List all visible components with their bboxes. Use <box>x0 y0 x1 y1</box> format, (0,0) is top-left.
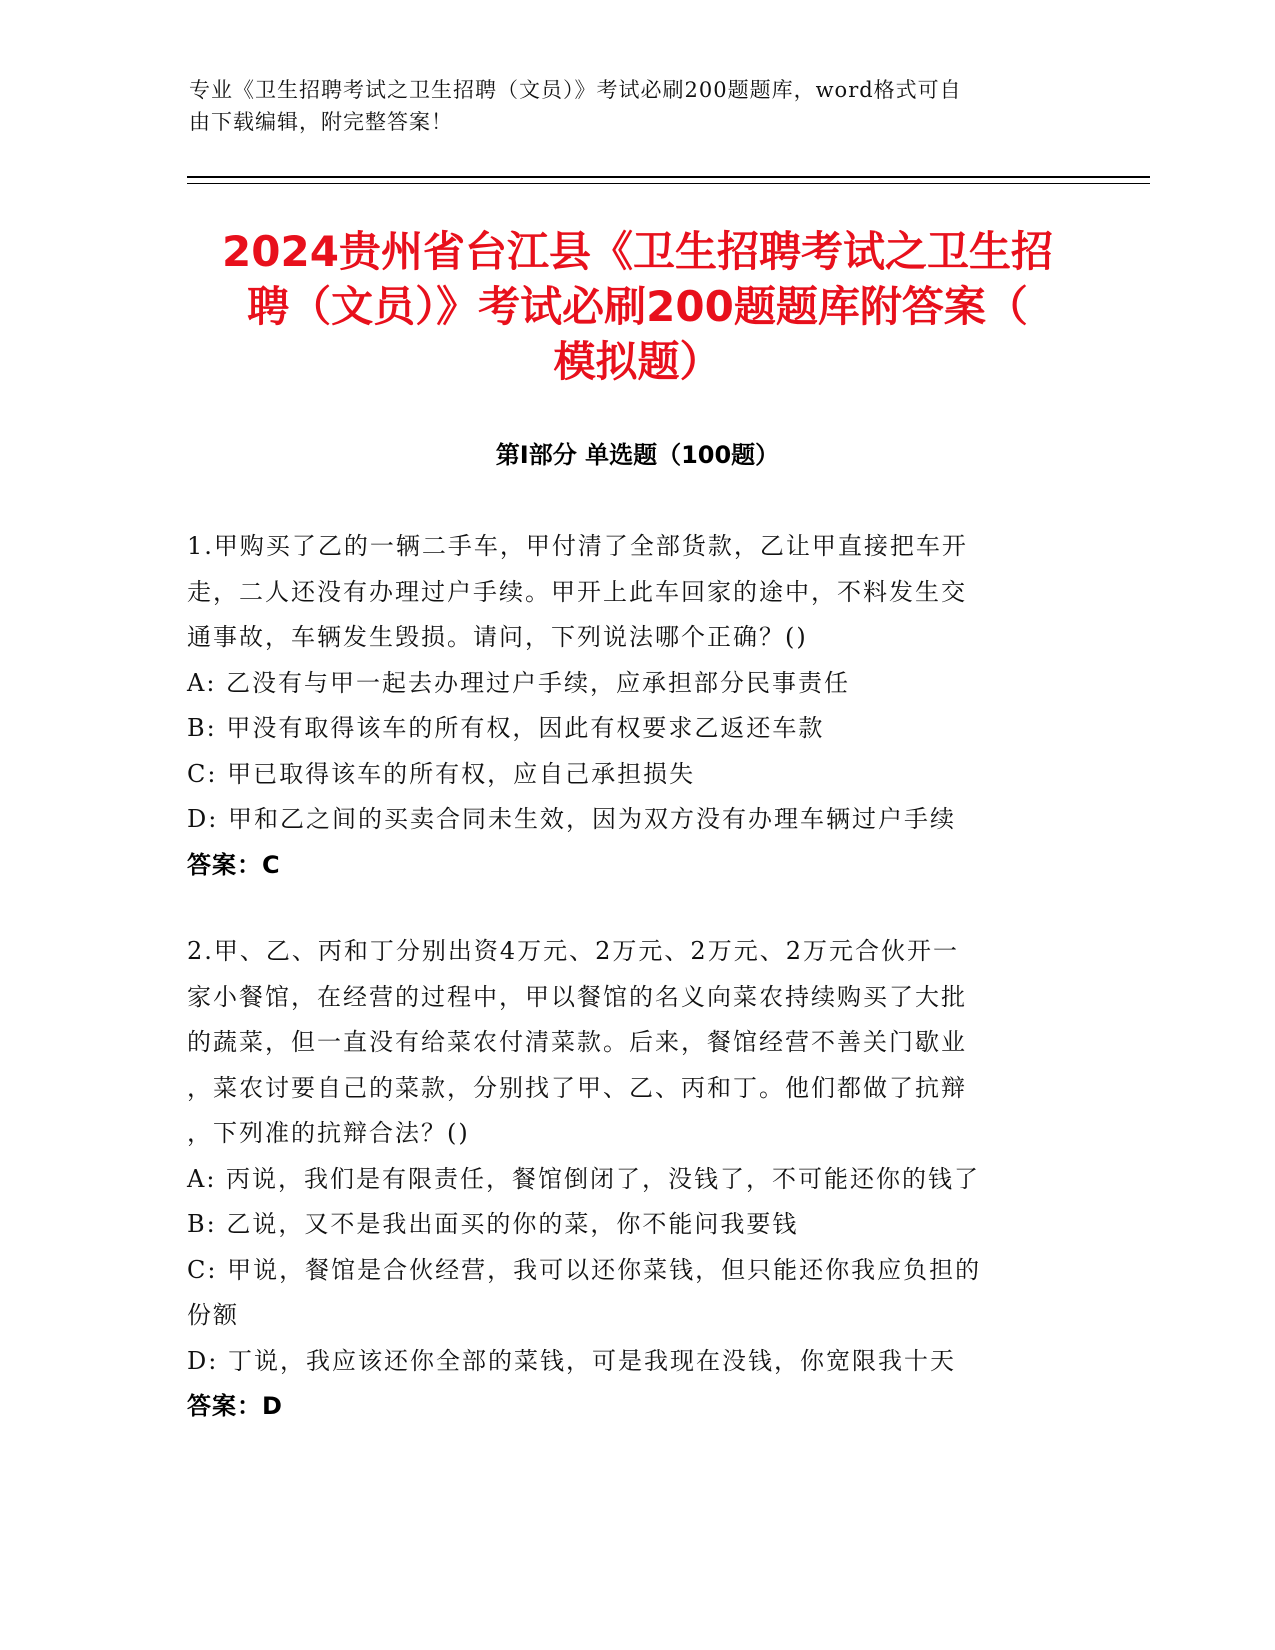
question-stem-line: 家小餐馆，在经营的过程中，甲以餐馆的名义向菜农持续购买了大批 <box>187 982 967 1011</box>
option-c: C: 甲已取得该车的所有权，应自己承担损失 <box>187 759 696 788</box>
question-stem-line: 通事故，车辆发生毁损。请问，下列说法哪个正确？() <box>187 623 808 651</box>
option-c: C: 甲说，餐馆是合伙经营，我可以还你菜钱，但只能还你我应负担的 <box>187 1255 982 1284</box>
answer-label: 答案：C <box>187 850 281 879</box>
question-stem-line: 走，二人还没有办理过户手续。甲开上此车回家的途中，不料发生交 <box>187 577 967 606</box>
header-divider <box>187 176 1150 178</box>
option-a: A: 丙说，我们是有限责任，餐馆倒闭了，没钱了，不可能还你的钱了 <box>187 1164 981 1193</box>
answer-label: 答案：D <box>187 1392 283 1420</box>
header-divider-thin <box>187 183 1150 184</box>
question-stem-line: 2.甲、乙、丙和丁分别出资4万元、2万元、2万元、2万元合伙开一 <box>187 937 959 965</box>
option-b: B: 乙说，又不是我出面买的你的菜，你不能问我要钱 <box>187 1210 799 1238</box>
option-b: B: 甲没有取得该车的所有权，因此有权要求乙返还车款 <box>187 714 825 742</box>
question-stem-line: 1.甲购买了乙的一辆二手车，甲付清了全部货款，乙让甲直接把车开 <box>187 532 968 560</box>
header-note <box>189 74 1089 138</box>
title-line: 模拟题） <box>553 337 722 386</box>
title-line: 聘（文员）》考试必刷200题题库附答案（ <box>247 282 1028 331</box>
document-title <box>160 224 1115 389</box>
option-a: A: 乙没有与甲一起去办理过户手续，应承担部分民事责任 <box>187 668 851 697</box>
section-heading: 第Ⅰ部分 单选题（100题） <box>495 441 780 469</box>
question-stem-line: ，下列准的抗辩合法？() <box>187 1119 470 1147</box>
option-d: D: 甲和乙之间的买卖合同未生效，因为双方没有办理车辆过户手续 <box>187 805 956 833</box>
question-stem-line: 的蔬菜，但一直没有给菜农付清菜款。后来，餐馆经营不善关门歇业 <box>187 1028 967 1056</box>
option-d: D: 丁说，我应该还你全部的菜钱，可是我现在没钱，你宽限我十天 <box>187 1346 956 1375</box>
question-2 <box>187 929 1087 1430</box>
header-note-line: 专业《卫生招聘考试之卫生招聘（文员）》考试必刷200题题库，word格式可自 <box>189 78 962 102</box>
question-1 <box>187 524 1087 888</box>
option-c-continued: 份额 <box>187 1301 239 1329</box>
header-note-line: 由下载编辑，附完整答案！ <box>189 110 453 134</box>
question-stem-line: ，菜农讨要自己的菜款，分别找了甲、乙、丙和丁。他们都做了抗辩 <box>187 1073 967 1102</box>
title-line: 2024贵州省台江县《卫生招聘考试之卫生招 <box>222 227 1053 276</box>
